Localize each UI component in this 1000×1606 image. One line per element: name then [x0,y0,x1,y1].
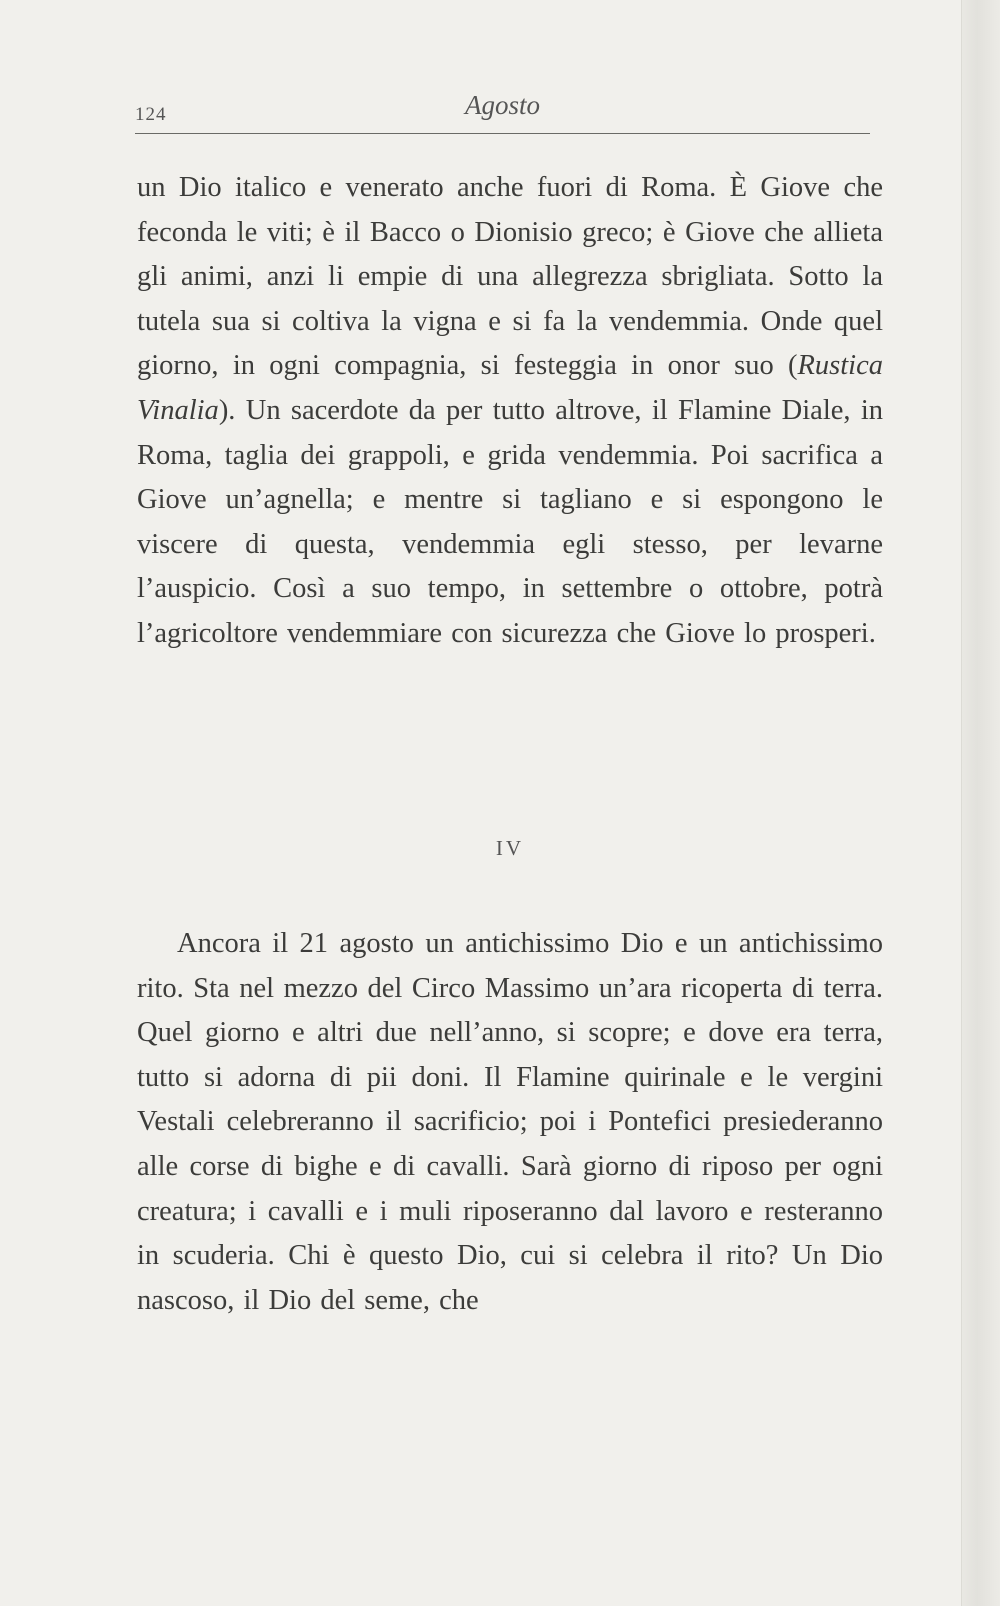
page-header [135,86,870,136]
running-head: Agosto [464,90,540,120]
italic-term: Rustica Vinalia [137,350,883,426]
header-rule [135,133,870,134]
page-number: 124 [135,104,167,125]
page-edge [961,0,1000,1606]
paragraph [137,166,883,657]
section-iv [137,922,883,1323]
paragraph: Ancora il 21 agosto un antichissimo Dio e un antichissimo rito. Sta nel mezzo del Circo Massimo un’ara ricoperta di terra. Quel giorno e altri due nell’anno, si scopre; e dove era terra, tutto si adorna di pii doni. Il Flamine quirinale e le vergini Vestali celebreranno il sacrificio; poi i Pontefici presiederanno alle corse di bighe e di cavalli. Sarà giorno di riposo per ogni creatura; i cavalli e i muli riposeranno dal lavoro e resteranno in scuderia. Chi è questo Dio, cui si celebra il rito? Un Dio nascoso, il Dio del seme, che [137,928,883,1316]
paragraph-text: ). Un sacerdote da per tutto altrove, il Flamine Diale, in Roma, taglia dei grappoli, e grida vendemmia. Poi sacrifica a Giove un’agnella; e mentre si tagliano e si espongono le viscere di questa, vendemmia egli stesso, per levarne l’auspicio. Così a suo tempo, in settembre o ottobre, potrà l’agricoltore vendemmiare con sicurezza che Giove lo prosperi. [137,394,883,649]
section-numeral: IV [495,836,525,860]
section-continuation [137,166,883,657]
paragraph-text: un Dio italico e venerato anche fuori di Roma. È Giove che feconda le viti; è il Bacco o Dionisio greco; è Giove che allieta gli animi, anzi li empie di una allegrezza sbrigliata. Sotto la tutela sua si coltiva la vigna e si fa la vendemmia. Onde quel giorno, in ogni compagnia, si festeggia in onor suo ( [137,172,883,382]
